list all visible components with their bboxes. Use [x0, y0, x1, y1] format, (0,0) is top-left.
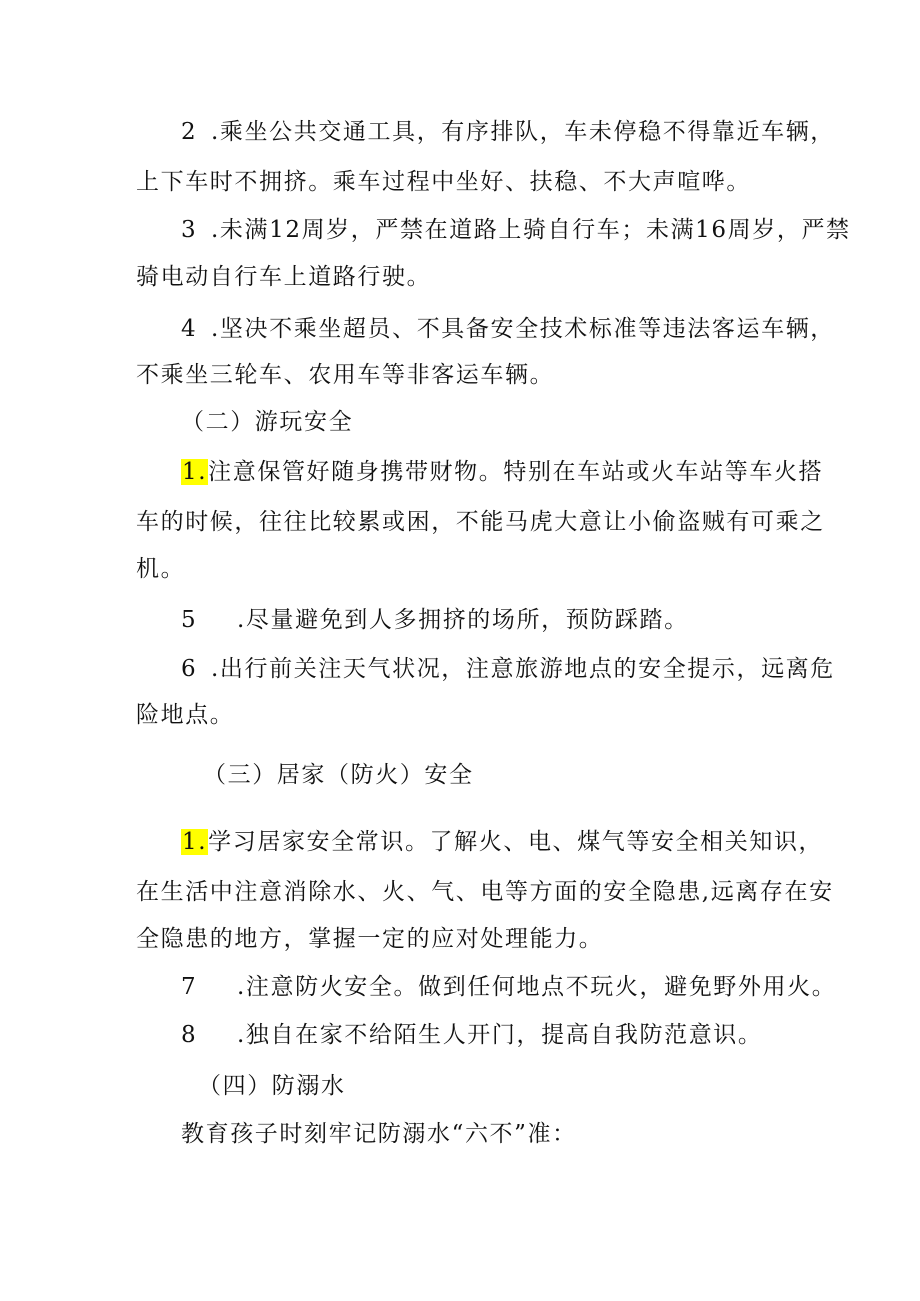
item-3-line-2: 骑电动自行车上道路行驶。 — [136, 264, 432, 290]
item-4-number: 4 — [181, 316, 198, 342]
home-item-1-text-1: 学习居家安全常识。了解火、电、煤气等安全相关知识， — [208, 829, 824, 855]
item-2-text-1: .乘坐公共交通工具，有序排队，车未停稳不得靠近车辆， — [211, 119, 835, 145]
item-2-number: 2 — [181, 119, 198, 145]
item-2-line-1 — [181, 114, 835, 150]
tour-item-1-text-1: 注意保管好随身携带财物。特别在车站或火车站等车火搭 — [208, 459, 824, 485]
home-item-8-text-1: .独自在家不给陌生人开门，提高自我防范意识。 — [237, 1022, 763, 1048]
home-item-1-line-2: 在生活中注意消除水、火、气、电等方面的安全隐患,远离存在安 — [136, 879, 834, 905]
home-item-1-line-3: 全隐患的地方，掌握一定的应对处理能力。 — [136, 926, 604, 952]
home-item-7-line-1 — [181, 969, 836, 1005]
tour-item-1-line-1 — [181, 454, 823, 490]
tour-item-5-text-1: .尽量避免到人多拥挤的场所，预防踩踏。 — [237, 607, 689, 633]
item-2-line-2: 上下车时不拥挤。乘车过程中坐好、扶稳、不大声喧哗。 — [136, 169, 751, 195]
item-4-text-1: .坚决不乘坐超员、不具备安全技术标准等违法客运车辆， — [211, 316, 835, 342]
tour-item-1-line-3: 机。 — [136, 556, 186, 582]
tour-item-5-line-1 — [181, 602, 689, 638]
tour-item-1-number: 1. — [182, 459, 208, 485]
item-4-line-2: 不乘坐三轮车、农用车等非客运车辆。 — [136, 362, 555, 388]
tour-item-5-number: 5 — [181, 607, 198, 633]
home-item-1-line-1 — [181, 824, 823, 860]
tour-item-6-line-2: 险地点。 — [136, 702, 235, 728]
section-2-heading: （二）游玩安全 — [181, 409, 354, 435]
home-item-8-line-1 — [181, 1017, 763, 1053]
section-3-heading: （三）居家（防火）安全 — [203, 762, 474, 788]
tour-item-1-line-2: 车的时候，往往比较累或困，不能马虎大意让小偷盗贼有可乘之 — [136, 509, 825, 535]
tour-item-6-text-1: .出行前关注天气状况，注意旅游地点的安全提示，远离危 — [211, 656, 835, 682]
home-item-1-number: 1. — [182, 829, 208, 855]
home-item-7-text-1: .注意防火安全。做到任何地点不玩火，避免野外用火。 — [237, 974, 837, 1000]
item-3-number: 3 — [181, 217, 198, 243]
item-3-line-1 — [181, 212, 851, 248]
closing-line: 教育孩子时刻牢记防溺水“六不”准： — [181, 1121, 577, 1147]
tour-item-6-number: 6 — [181, 656, 198, 682]
home-item-7-number: 7 — [181, 974, 198, 1000]
item-3-text-1: .未满12周岁，严禁在道路上骑自行车；未满16周岁，严禁 — [211, 217, 851, 243]
item-4-line-1 — [181, 311, 835, 347]
section-4-heading: （四）防溺水 — [198, 1073, 346, 1099]
home-item-8-number: 8 — [181, 1022, 198, 1048]
tour-item-6-line-1 — [181, 651, 835, 687]
